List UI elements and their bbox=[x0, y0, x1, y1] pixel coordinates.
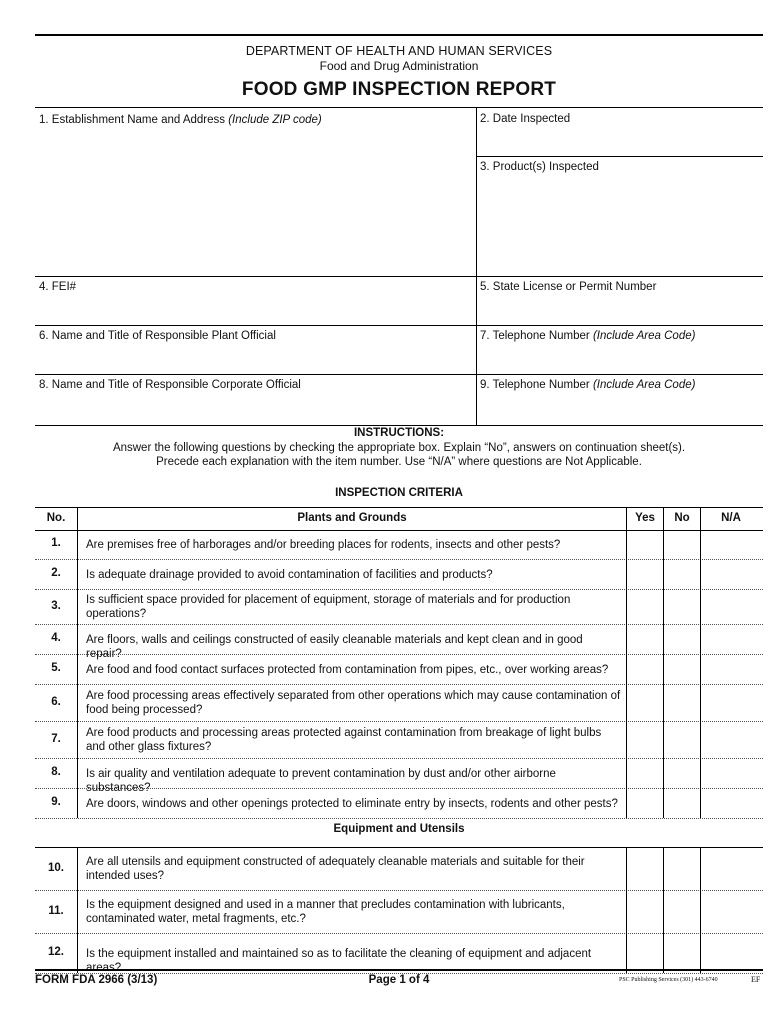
col-header-yes: Yes bbox=[635, 512, 655, 524]
field-note: (Include Area Code) bbox=[592, 379, 696, 391]
ef-mark: EF bbox=[751, 975, 761, 984]
no-checkbox[interactable] bbox=[664, 654, 700, 684]
item-number: 10. bbox=[48, 862, 64, 874]
yes-checkbox[interactable] bbox=[627, 933, 663, 973]
yes-checkbox[interactable] bbox=[627, 624, 663, 654]
item-question: Is the equipment designed and used in a manner that precludes contamination with lubricants, contaminated water, metal fragments, etc.? bbox=[86, 899, 565, 925]
instructions-line: Precede each explanation with the item number. Use “N/A” where questions are Not Applicable. bbox=[156, 456, 642, 468]
item-question: Are food processing areas effectively separated from other operations which may cause contamination of food being processed? bbox=[86, 690, 621, 716]
section-heading-equipment: Equipment and Utensils bbox=[35, 818, 763, 848]
divider bbox=[35, 276, 763, 277]
instructions-heading: INSTRUCTIONS: bbox=[353, 427, 445, 439]
no-checkbox[interactable] bbox=[664, 529, 700, 559]
establishment-input[interactable] bbox=[39, 132, 463, 154]
item-number: 9. bbox=[51, 796, 61, 808]
field-note: (Include ZIP code) bbox=[228, 114, 322, 126]
form-number: FORM FDA 2966 (3/13) bbox=[35, 974, 158, 986]
item-question: Are all utensils and equipment constructed of adequately cleanable materials and suitable for their intended uses? bbox=[86, 856, 585, 882]
date-inspected-field bbox=[480, 113, 570, 125]
plant-official-field bbox=[39, 330, 276, 342]
form-page bbox=[35, 34, 763, 989]
na-checkbox[interactable] bbox=[701, 684, 763, 721]
item-number: 11. bbox=[48, 905, 64, 917]
field-label: 2. Date Inspected bbox=[480, 113, 571, 125]
item-number: 8. bbox=[51, 766, 61, 778]
item-number: 1. bbox=[51, 537, 61, 549]
item-question: Are food products and processing areas protected against contamination from breakage of light bulbs and other glass fixtures? bbox=[86, 727, 602, 753]
no-checkbox[interactable] bbox=[664, 758, 700, 788]
column-line bbox=[700, 847, 701, 973]
field-label: 6. Name and Title of Responsible Plant Official bbox=[39, 330, 276, 342]
na-checkbox[interactable] bbox=[701, 758, 763, 788]
plant-phone-field bbox=[480, 330, 695, 342]
na-checkbox[interactable] bbox=[701, 890, 763, 933]
fei-field bbox=[39, 281, 76, 293]
plant-official-input[interactable] bbox=[39, 348, 463, 370]
table-row bbox=[35, 890, 763, 934]
fei-input[interactable] bbox=[39, 299, 463, 321]
column-line bbox=[700, 507, 701, 818]
table-row bbox=[35, 684, 763, 722]
products-inspected-field bbox=[480, 161, 599, 173]
no-checkbox[interactable] bbox=[664, 684, 700, 721]
field-label: 3. Product(s) Inspected bbox=[480, 161, 599, 173]
yes-checkbox[interactable] bbox=[627, 589, 663, 624]
products-inspected-input[interactable] bbox=[480, 179, 754, 201]
item-number: 2. bbox=[51, 567, 61, 579]
column-line bbox=[663, 507, 664, 818]
na-checkbox[interactable] bbox=[701, 624, 763, 654]
item-number: 5. bbox=[51, 662, 61, 674]
item-question: Is air quality and ventilation adequate to prevent contamination by dust and/or other airborne substances? bbox=[86, 768, 556, 794]
table-row bbox=[35, 788, 763, 819]
yes-checkbox[interactable] bbox=[627, 559, 663, 589]
column-line bbox=[663, 847, 664, 973]
field-label: 9. Telephone Number bbox=[480, 379, 593, 391]
item-question: Are food and food contact surfaces protected from contamination from pipes, etc., over working areas? bbox=[86, 664, 609, 676]
instructions-line: Answer the following questions by checking the appropriate box. Explain “No”, answers on continuation sheet(s). bbox=[112, 442, 686, 454]
field-label: 7. Telephone Number bbox=[480, 330, 593, 342]
table-row bbox=[35, 529, 763, 560]
table-row bbox=[35, 758, 763, 794]
na-checkbox[interactable] bbox=[701, 788, 763, 818]
establishment-field bbox=[39, 114, 322, 126]
publisher-credit: PSC Publishing Services (301) 443-6740 bbox=[619, 977, 718, 983]
item-question: Is the equipment installed and maintained so as to facilitate the cleaning of equipment and adjacent areas? bbox=[86, 948, 592, 974]
table-row bbox=[35, 589, 763, 625]
yes-checkbox[interactable] bbox=[627, 721, 663, 758]
top-rule bbox=[35, 34, 763, 36]
field-label: 5. State License or Permit Number bbox=[480, 281, 657, 293]
column-line bbox=[626, 507, 627, 818]
item-number: 12. bbox=[48, 946, 64, 958]
no-checkbox[interactable] bbox=[664, 589, 700, 624]
col-header-no: No. bbox=[46, 512, 66, 524]
date-inspected-input[interactable] bbox=[480, 131, 754, 153]
na-checkbox[interactable] bbox=[701, 933, 763, 973]
corporate-phone-field bbox=[480, 379, 695, 391]
establishment-info-block bbox=[35, 107, 763, 426]
column-line bbox=[77, 847, 78, 973]
corporate-official-field bbox=[39, 379, 301, 391]
na-checkbox[interactable] bbox=[701, 589, 763, 624]
na-checkbox[interactable] bbox=[701, 847, 763, 890]
item-number: 3. bbox=[51, 600, 61, 612]
na-checkbox[interactable] bbox=[701, 529, 763, 559]
bottom-rule bbox=[35, 969, 763, 971]
table-header-row bbox=[35, 507, 763, 531]
corporate-official-input[interactable] bbox=[39, 397, 463, 419]
table-row bbox=[35, 933, 763, 974]
item-question: Are doors, windows and other openings protected to eliminate entry by insects, rodents and other pests? bbox=[86, 798, 618, 810]
item-question: Is sufficient space provided for placement of equipment, storage of materials and for production operations? bbox=[86, 594, 571, 620]
agency-name: Food and Drug Administration bbox=[319, 59, 479, 73]
no-checkbox[interactable] bbox=[664, 559, 700, 589]
item-number: 4. bbox=[51, 632, 61, 644]
form-title: FOOD GMP INSPECTION REPORT bbox=[241, 79, 557, 100]
corporate-phone-input[interactable] bbox=[480, 397, 754, 419]
no-checkbox[interactable] bbox=[664, 624, 700, 654]
yes-checkbox[interactable] bbox=[627, 788, 663, 818]
col-header-no-answer: No bbox=[674, 512, 690, 524]
department-name: DEPARTMENT OF HEALTH AND HUMAN SERVICES bbox=[245, 44, 553, 58]
table-row bbox=[35, 654, 763, 685]
col-header-na: N/A bbox=[721, 512, 741, 524]
col-header-section: Plants and Grounds bbox=[297, 512, 407, 524]
table-row bbox=[35, 559, 763, 590]
column-line bbox=[77, 507, 78, 818]
yes-checkbox[interactable] bbox=[627, 847, 663, 890]
yes-checkbox[interactable] bbox=[627, 890, 663, 933]
na-checkbox[interactable] bbox=[701, 654, 763, 684]
divider bbox=[35, 374, 763, 375]
field-note: (Include Area Code) bbox=[592, 330, 696, 342]
yes-checkbox[interactable] bbox=[627, 758, 663, 788]
divider bbox=[35, 325, 763, 326]
state-license-input[interactable] bbox=[480, 299, 754, 321]
page-number: Page 1 of 4 bbox=[368, 974, 430, 986]
item-question: Are premises free of harborages and/or breeding places for rodents, insects and other pests? bbox=[86, 539, 561, 551]
table-row bbox=[35, 847, 763, 891]
yes-checkbox[interactable] bbox=[627, 529, 663, 559]
column-line bbox=[626, 847, 627, 973]
yes-checkbox[interactable] bbox=[627, 654, 663, 684]
field-label: 8. Name and Title of Responsible Corporate Official bbox=[39, 379, 301, 391]
no-checkbox[interactable] bbox=[664, 847, 700, 890]
table-row bbox=[35, 624, 763, 660]
item-question: Are floors, walls and ceilings constructed of easily cleanable materials and kept clean and in good repair? bbox=[86, 634, 583, 660]
table-row bbox=[35, 721, 763, 759]
field-label: 4. FEI# bbox=[39, 281, 77, 293]
criteria-heading: INSPECTION CRITERIA bbox=[335, 487, 463, 499]
state-license-field bbox=[480, 281, 656, 293]
no-checkbox[interactable] bbox=[664, 721, 700, 758]
na-checkbox[interactable] bbox=[701, 721, 763, 758]
plant-phone-input[interactable] bbox=[480, 348, 754, 370]
item-number: 7. bbox=[51, 733, 61, 745]
na-checkbox[interactable] bbox=[701, 559, 763, 589]
divider bbox=[476, 156, 763, 157]
item-question: Is adequate drainage provided to avoid contamination of facilities and products? bbox=[86, 569, 493, 581]
no-checkbox[interactable] bbox=[664, 788, 700, 818]
item-number: 6. bbox=[51, 696, 61, 708]
field-label: 1. Establishment Name and Address bbox=[39, 114, 229, 126]
yes-checkbox[interactable] bbox=[627, 684, 663, 721]
no-checkbox[interactable] bbox=[664, 933, 700, 973]
no-checkbox[interactable] bbox=[664, 890, 700, 933]
